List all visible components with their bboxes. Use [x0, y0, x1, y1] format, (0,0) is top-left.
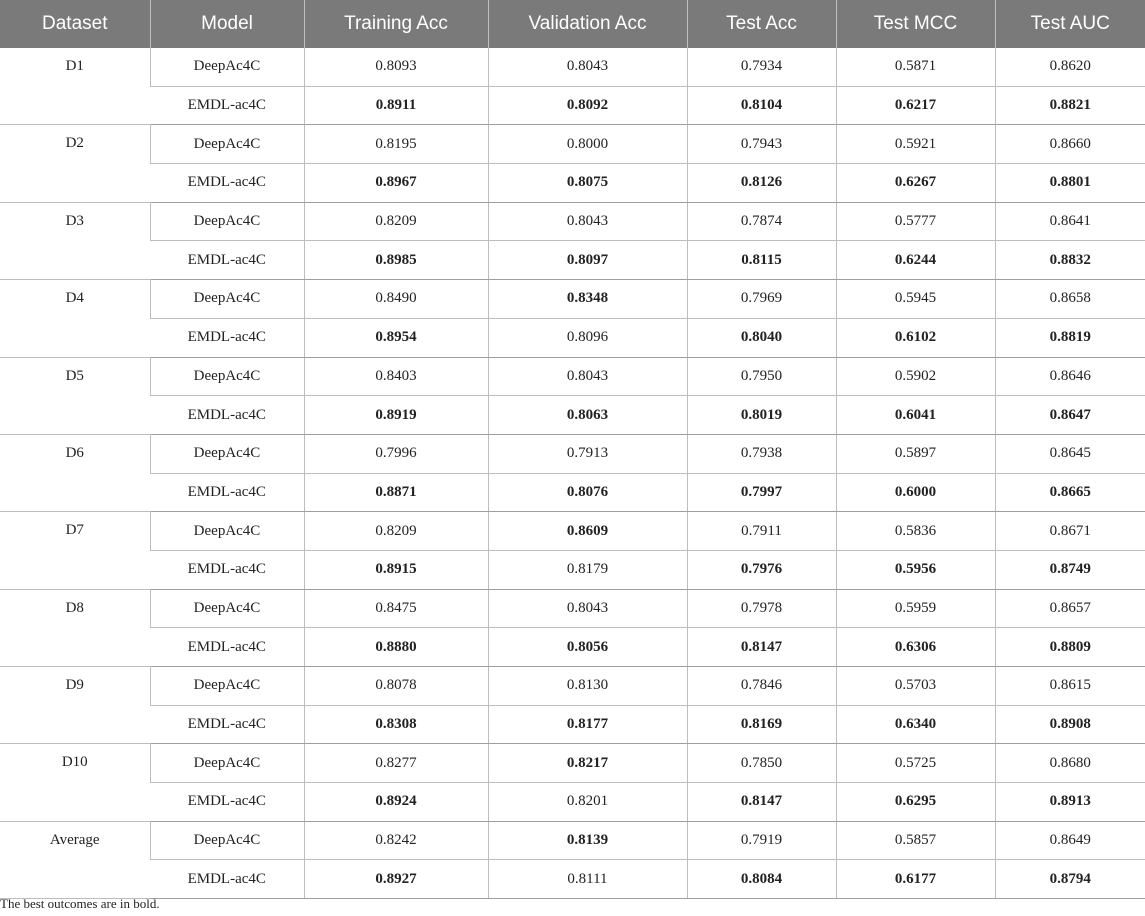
test-acc-cell: 0.7969: [687, 280, 836, 319]
validation-acc-cell: 0.8609: [488, 512, 687, 551]
table-row: [0, 821, 1145, 860]
dataset-cell: D8: [0, 589, 150, 666]
test-acc-cell: 0.7919: [687, 821, 836, 860]
test-auc-cell: 0.8749: [995, 550, 1145, 589]
test-auc-cell: 0.8680: [995, 744, 1145, 783]
validation-acc-cell: 0.8217: [488, 744, 687, 783]
header-test-mcc: Test MCC: [836, 0, 995, 48]
training-acc-cell: 0.8195: [304, 125, 488, 164]
test-mcc-cell: 0.6267: [836, 164, 995, 203]
table-row: [0, 589, 1145, 628]
dataset-cell: D4: [0, 280, 150, 357]
test-acc-cell: 0.8040: [687, 318, 836, 357]
test-mcc-cell: 0.6041: [836, 396, 995, 435]
test-auc-cell: 0.8832: [995, 241, 1145, 280]
test-acc-cell: 0.8147: [687, 783, 836, 822]
test-auc-cell: 0.8913: [995, 783, 1145, 822]
validation-acc-cell: 0.8056: [488, 628, 687, 667]
training-acc-cell: 0.8490: [304, 280, 488, 319]
validation-acc-cell: 0.8130: [488, 667, 687, 706]
test-mcc-cell: 0.5897: [836, 434, 995, 473]
table-footnote: The best outcomes are in bold.: [0, 896, 160, 911]
test-auc-cell: 0.8647: [995, 396, 1145, 435]
table-row: [0, 744, 1145, 783]
test-auc-cell: 0.8794: [995, 860, 1145, 899]
test-acc-cell: 0.7911: [687, 512, 836, 551]
training-acc-cell: 0.8954: [304, 318, 488, 357]
test-mcc-cell: 0.5902: [836, 357, 995, 396]
table-row: [0, 705, 1145, 744]
table-row: [0, 628, 1145, 667]
model-cell: DeepAc4C: [150, 744, 304, 783]
test-auc-cell: 0.8809: [995, 628, 1145, 667]
test-auc-cell: 0.8908: [995, 705, 1145, 744]
test-mcc-cell: 0.5871: [836, 48, 995, 86]
test-mcc-cell: 0.5945: [836, 280, 995, 319]
model-cell: EMDL-ac4C: [150, 628, 304, 667]
dataset-cell: D1: [0, 48, 150, 125]
dataset-cell: D6: [0, 434, 150, 511]
table-row: [0, 241, 1145, 280]
training-acc-cell: 0.8967: [304, 164, 488, 203]
test-acc-cell: 0.8126: [687, 164, 836, 203]
validation-acc-cell: 0.8043: [488, 357, 687, 396]
test-mcc-cell: 0.6177: [836, 860, 995, 899]
validation-acc-cell: 0.8075: [488, 164, 687, 203]
table-row: [0, 357, 1145, 396]
test-mcc-cell: 0.5921: [836, 125, 995, 164]
test-auc-cell: 0.8801: [995, 164, 1145, 203]
validation-acc-cell: 0.8092: [488, 86, 687, 125]
dataset-cell: D9: [0, 667, 150, 744]
table-row: [0, 396, 1145, 435]
test-acc-cell: 0.8104: [687, 86, 836, 125]
test-mcc-cell: 0.6217: [836, 86, 995, 125]
dataset-cell: Average: [0, 821, 150, 898]
test-auc-cell: 0.8657: [995, 589, 1145, 628]
test-acc-cell: 0.8084: [687, 860, 836, 899]
model-cell: DeepAc4C: [150, 202, 304, 241]
training-acc-cell: 0.8919: [304, 396, 488, 435]
test-acc-cell: 0.7976: [687, 550, 836, 589]
validation-acc-cell: 0.8348: [488, 280, 687, 319]
test-mcc-cell: 0.5956: [836, 550, 995, 589]
validation-acc-cell: 0.8139: [488, 821, 687, 860]
dataset-cell: D3: [0, 202, 150, 279]
test-mcc-cell: 0.5725: [836, 744, 995, 783]
header-training-acc: Training Acc: [304, 0, 488, 48]
model-cell: EMDL-ac4C: [150, 86, 304, 125]
table-row: [0, 48, 1145, 86]
model-cell: DeepAc4C: [150, 357, 304, 396]
table-row: [0, 318, 1145, 357]
test-auc-cell: 0.8620: [995, 48, 1145, 86]
table-row: [0, 783, 1145, 822]
validation-acc-cell: 0.7913: [488, 434, 687, 473]
validation-acc-cell: 0.8043: [488, 202, 687, 241]
table-row: [0, 125, 1145, 164]
test-auc-cell: 0.8665: [995, 473, 1145, 512]
header-row: [0, 0, 1145, 48]
table-row: [0, 202, 1145, 241]
test-acc-cell: 0.7950: [687, 357, 836, 396]
model-cell: EMDL-ac4C: [150, 473, 304, 512]
validation-acc-cell: 0.8076: [488, 473, 687, 512]
training-acc-cell: 0.8924: [304, 783, 488, 822]
test-auc-cell: 0.8646: [995, 357, 1145, 396]
training-acc-cell: 0.8880: [304, 628, 488, 667]
test-auc-cell: 0.8660: [995, 125, 1145, 164]
model-cell: DeepAc4C: [150, 434, 304, 473]
test-acc-cell: 0.7874: [687, 202, 836, 241]
test-mcc-cell: 0.6340: [836, 705, 995, 744]
test-mcc-cell: 0.6102: [836, 318, 995, 357]
training-acc-cell: 0.8985: [304, 241, 488, 280]
dataset-cell: D5: [0, 357, 150, 434]
training-acc-cell: 0.8277: [304, 744, 488, 783]
header-dataset: Dataset: [0, 0, 150, 48]
training-acc-cell: 0.8093: [304, 48, 488, 86]
training-acc-cell: 0.8209: [304, 202, 488, 241]
training-acc-cell: 0.8209: [304, 512, 488, 551]
table-row: [0, 550, 1145, 589]
model-cell: DeepAc4C: [150, 589, 304, 628]
test-auc-cell: 0.8671: [995, 512, 1145, 551]
test-acc-cell: 0.7938: [687, 434, 836, 473]
test-acc-cell: 0.7943: [687, 125, 836, 164]
validation-acc-cell: 0.8097: [488, 241, 687, 280]
validation-acc-cell: 0.8177: [488, 705, 687, 744]
test-acc-cell: 0.7978: [687, 589, 836, 628]
test-auc-cell: 0.8615: [995, 667, 1145, 706]
test-acc-cell: 0.8169: [687, 705, 836, 744]
validation-acc-cell: 0.8043: [488, 48, 687, 86]
training-acc-cell: 0.8871: [304, 473, 488, 512]
validation-acc-cell: 0.8043: [488, 589, 687, 628]
validation-acc-cell: 0.8096: [488, 318, 687, 357]
dataset-cell: D10: [0, 744, 150, 821]
test-mcc-cell: 0.6000: [836, 473, 995, 512]
test-auc-cell: 0.8819: [995, 318, 1145, 357]
training-acc-cell: 0.8403: [304, 357, 488, 396]
test-acc-cell: 0.8147: [687, 628, 836, 667]
test-auc-cell: 0.8821: [995, 86, 1145, 125]
table-row: [0, 512, 1145, 551]
test-auc-cell: 0.8658: [995, 280, 1145, 319]
test-acc-cell: 0.8115: [687, 241, 836, 280]
test-acc-cell: 0.7846: [687, 667, 836, 706]
header-test-acc: Test Acc: [687, 0, 836, 48]
table-body: [0, 48, 1145, 899]
training-acc-cell: 0.8308: [304, 705, 488, 744]
test-mcc-cell: 0.5959: [836, 589, 995, 628]
table-row: [0, 473, 1145, 512]
test-auc-cell: 0.8649: [995, 821, 1145, 860]
dataset-cell: D2: [0, 125, 150, 202]
model-cell: EMDL-ac4C: [150, 241, 304, 280]
training-acc-cell: 0.8927: [304, 860, 488, 899]
test-acc-cell: 0.7934: [687, 48, 836, 86]
model-cell: EMDL-ac4C: [150, 318, 304, 357]
training-acc-cell: 0.8242: [304, 821, 488, 860]
table-row: [0, 280, 1145, 319]
model-cell: DeepAc4C: [150, 667, 304, 706]
model-cell: DeepAc4C: [150, 512, 304, 551]
validation-acc-cell: 0.8000: [488, 125, 687, 164]
model-cell: DeepAc4C: [150, 280, 304, 319]
training-acc-cell: 0.7996: [304, 434, 488, 473]
table-row: [0, 434, 1145, 473]
test-mcc-cell: 0.6244: [836, 241, 995, 280]
test-mcc-cell: 0.5836: [836, 512, 995, 551]
training-acc-cell: 0.8915: [304, 550, 488, 589]
table-row: [0, 667, 1145, 706]
table-header: [0, 0, 1145, 48]
test-mcc-cell: 0.6306: [836, 628, 995, 667]
test-mcc-cell: 0.5777: [836, 202, 995, 241]
model-cell: EMDL-ac4C: [150, 550, 304, 589]
validation-acc-cell: 0.8201: [488, 783, 687, 822]
test-acc-cell: 0.7850: [687, 744, 836, 783]
validation-acc-cell: 0.8063: [488, 396, 687, 435]
model-cell: EMDL-ac4C: [150, 164, 304, 203]
test-mcc-cell: 0.5703: [836, 667, 995, 706]
training-acc-cell: 0.8911: [304, 86, 488, 125]
test-mcc-cell: 0.6295: [836, 783, 995, 822]
training-acc-cell: 0.8475: [304, 589, 488, 628]
model-cell: EMDL-ac4C: [150, 396, 304, 435]
test-acc-cell: 0.8019: [687, 396, 836, 435]
model-cell: EMDL-ac4C: [150, 705, 304, 744]
training-acc-cell: 0.8078: [304, 667, 488, 706]
model-cell: DeepAc4C: [150, 821, 304, 860]
table-row: [0, 860, 1145, 899]
model-cell: EMDL-ac4C: [150, 860, 304, 899]
header-test-auc: Test AUC: [995, 0, 1145, 48]
model-cell: DeepAc4C: [150, 125, 304, 164]
test-mcc-cell: 0.5857: [836, 821, 995, 860]
model-cell: DeepAc4C: [150, 48, 304, 86]
table-row: [0, 86, 1145, 125]
test-auc-cell: 0.8641: [995, 202, 1145, 241]
test-auc-cell: 0.8645: [995, 434, 1145, 473]
validation-acc-cell: 0.8179: [488, 550, 687, 589]
header-model: Model: [150, 0, 304, 48]
table-row: [0, 164, 1145, 203]
validation-acc-cell: 0.8111: [488, 860, 687, 899]
model-cell: EMDL-ac4C: [150, 783, 304, 822]
header-validation-acc: Validation Acc: [488, 0, 687, 48]
test-acc-cell: 0.7997: [687, 473, 836, 512]
dataset-cell: D7: [0, 512, 150, 589]
